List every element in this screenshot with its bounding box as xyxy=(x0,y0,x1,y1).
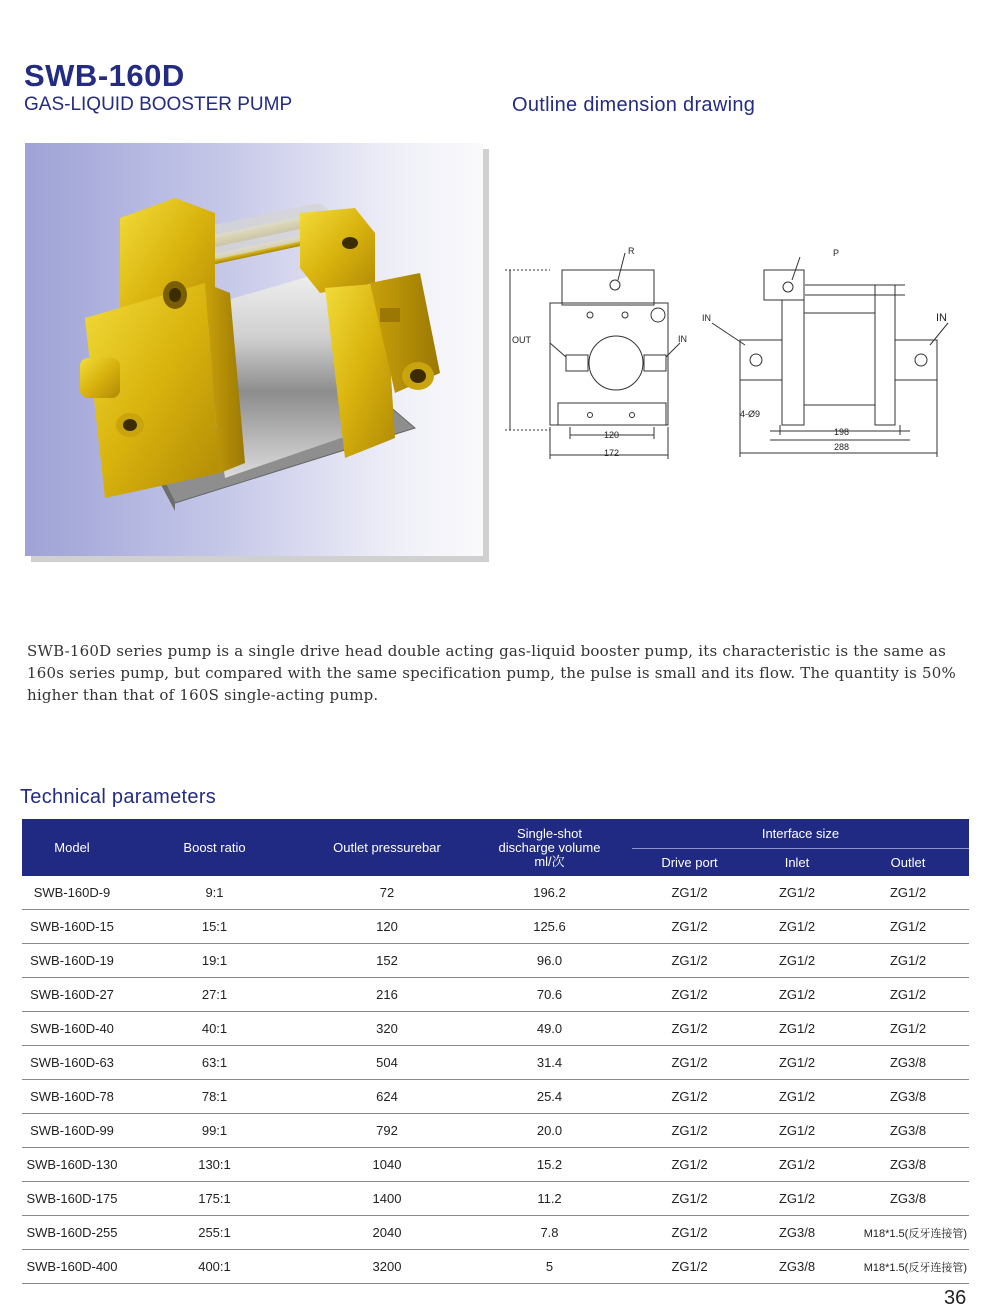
cell-outlet: ZG3/8 xyxy=(847,1182,969,1216)
cell-drive-port: ZG1/2 xyxy=(632,944,747,978)
table-row xyxy=(22,1182,969,1216)
cell-inlet: ZG1/2 xyxy=(747,1148,847,1182)
cell-inlet: ZG1/2 xyxy=(747,876,847,910)
cell-inlet: ZG1/2 xyxy=(747,978,847,1012)
cell-boost-ratio: 15:1 xyxy=(122,910,307,944)
table-row xyxy=(22,978,969,1012)
cell-inlet: ZG1/2 xyxy=(747,1114,847,1148)
cell-model: SWB-160D-400 xyxy=(22,1250,122,1284)
cell-model: SWB-160D-15 xyxy=(22,910,122,944)
label-in-front: IN xyxy=(678,334,687,344)
header-outlet-pressure: Outlet pressurebar xyxy=(307,819,467,876)
cell-model: SWB-160D-255 xyxy=(22,1216,122,1250)
cell-inlet: ZG3/8 xyxy=(747,1216,847,1250)
table-row xyxy=(22,910,969,944)
side-view xyxy=(702,248,948,457)
cell-inlet: ZG1/2 xyxy=(747,1080,847,1114)
table-row xyxy=(22,1250,969,1284)
cell-drive-port: ZG1/2 xyxy=(632,1080,747,1114)
header-discharge-line3: ml/次 xyxy=(534,853,565,869)
cell-drive-port: ZG1/2 xyxy=(632,1046,747,1080)
table-row xyxy=(22,1216,969,1250)
technical-parameters-title: Technical parameters xyxy=(20,786,217,808)
cell-boost-ratio: 255:1 xyxy=(122,1216,307,1250)
label-in-side-left: IN xyxy=(702,313,711,323)
cell-outlet: ZG3/8 xyxy=(847,1080,969,1114)
cell-discharge-volume: 196.2 xyxy=(467,876,632,910)
cell-drive-port: ZG1/2 xyxy=(632,876,747,910)
dim-198: 198 xyxy=(834,427,850,437)
cell-model: SWB-160D-99 xyxy=(22,1114,122,1148)
product-description: SWB-160D series pump is a single drive head double acting gas-liquid booster pump, its characteristic is the same as 160s series pump, but compared with the same specification pump, the pulse is small and its flow. The quantity is 50% higher than that of 160S single-acting pump. xyxy=(27,642,956,704)
cell-outlet: ZG3/8 xyxy=(847,1148,969,1182)
cell-inlet: ZG1/2 xyxy=(747,1046,847,1080)
dim-172: 172 xyxy=(604,448,620,458)
cell-outlet-pressure: 1400 xyxy=(307,1182,467,1216)
cell-outlet-pressure: 792 xyxy=(307,1114,467,1148)
cell-drive-port: ZG1/2 xyxy=(632,1250,747,1284)
cell-discharge-volume: 125.6 xyxy=(467,910,632,944)
cell-discharge-volume: 31.4 xyxy=(467,1046,632,1080)
header-outlet: Outlet xyxy=(847,849,969,877)
product-photo xyxy=(25,143,483,556)
header-drive-port: Drive port xyxy=(632,849,747,877)
cell-boost-ratio: 9:1 xyxy=(122,876,307,910)
table-row xyxy=(22,1080,969,1114)
label-r: R xyxy=(628,246,635,256)
cell-drive-port: ZG1/2 xyxy=(632,910,747,944)
table-row xyxy=(22,1148,969,1182)
header-discharge-line2: discharge volume xyxy=(498,839,601,855)
cell-model: SWB-160D-130 xyxy=(22,1148,122,1182)
table-row xyxy=(22,1046,969,1080)
header-interface-size: Interface size xyxy=(632,819,969,849)
label-out: OUT xyxy=(512,335,531,345)
cell-outlet-pressure: 320 xyxy=(307,1012,467,1046)
dim-120: 120 xyxy=(604,430,620,440)
cell-inlet: ZG1/2 xyxy=(747,1012,847,1046)
cell-outlet-pressure: 504 xyxy=(307,1046,467,1080)
cell-inlet: ZG1/2 xyxy=(747,944,847,978)
cell-outlet: ZG1/2 xyxy=(847,944,969,978)
label-p: P xyxy=(833,248,840,258)
cell-discharge-volume: 49.0 xyxy=(467,1012,632,1046)
cell-boost-ratio: 19:1 xyxy=(122,944,307,978)
cell-drive-port: ZG1/2 xyxy=(632,978,747,1012)
page-number: 36 xyxy=(944,1287,967,1309)
drawing-title: Outline dimension drawing xyxy=(512,94,756,116)
header-discharge-line1: Single-shot xyxy=(516,825,583,841)
header-model: Model xyxy=(22,819,122,876)
cell-model: SWB-160D-40 xyxy=(22,1012,122,1046)
cell-model: SWB-160D-175 xyxy=(22,1182,122,1216)
cell-discharge-volume: 15.2 xyxy=(467,1148,632,1182)
cell-outlet-pressure: 72 xyxy=(307,876,467,910)
cell-boost-ratio: 99:1 xyxy=(122,1114,307,1148)
cell-boost-ratio: 175:1 xyxy=(122,1182,307,1216)
cell-boost-ratio: 400:1 xyxy=(122,1250,307,1284)
cell-drive-port: ZG1/2 xyxy=(632,1216,747,1250)
cell-outlet: ZG3/8 xyxy=(847,1114,969,1148)
header-boost-ratio: Boost ratio xyxy=(122,819,307,876)
cell-discharge-volume: 20.0 xyxy=(467,1114,632,1148)
table-row xyxy=(22,1114,969,1148)
cell-discharge-volume: 11.2 xyxy=(467,1182,632,1216)
parameter-rows xyxy=(22,876,969,1284)
cell-outlet-pressure: 120 xyxy=(307,910,467,944)
cell-discharge-volume: 5 xyxy=(467,1250,632,1284)
table-row xyxy=(22,944,969,978)
table-row xyxy=(22,1012,969,1046)
cell-inlet: ZG1/2 xyxy=(747,910,847,944)
cell-drive-port: ZG1/2 xyxy=(632,1012,747,1046)
cell-model: SWB-160D-9 xyxy=(22,876,122,910)
cell-outlet: ZG1/2 xyxy=(847,910,969,944)
cell-boost-ratio: 27:1 xyxy=(122,978,307,1012)
cell-model: SWB-160D-27 xyxy=(22,978,122,1012)
technical-parameters-table xyxy=(22,819,969,1284)
cell-boost-ratio: 130:1 xyxy=(122,1148,307,1182)
cell-drive-port: ZG1/2 xyxy=(632,1148,747,1182)
dim-288: 288 xyxy=(834,442,850,452)
cell-outlet-pressure: 2040 xyxy=(307,1216,467,1250)
cell-drive-port: ZG1/2 xyxy=(632,1182,747,1216)
cell-outlet: ZG1/2 xyxy=(847,1012,969,1046)
cell-outlet: M18*1.5(反牙连接管) xyxy=(847,1250,969,1284)
cell-model: SWB-160D-63 xyxy=(22,1046,122,1080)
cell-inlet: ZG3/8 xyxy=(747,1250,847,1284)
cell-model: SWB-160D-19 xyxy=(22,944,122,978)
cell-discharge-volume: 96.0 xyxy=(467,944,632,978)
cell-outlet: ZG3/8 xyxy=(847,1046,969,1080)
cell-outlet-pressure: 216 xyxy=(307,978,467,1012)
pump-illustration xyxy=(25,143,483,556)
cell-boost-ratio: 78:1 xyxy=(122,1080,307,1114)
cell-outlet-pressure: 1040 xyxy=(307,1148,467,1182)
cell-outlet: M18*1.5(反牙连接管) xyxy=(847,1216,969,1250)
model-title: SWB-160D xyxy=(24,58,185,93)
table-row xyxy=(22,876,969,910)
cell-model: SWB-160D-78 xyxy=(22,1080,122,1114)
header-inlet: Inlet xyxy=(747,849,847,877)
cell-discharge-volume: 25.4 xyxy=(467,1080,632,1114)
cell-outlet: ZG1/2 xyxy=(847,876,969,910)
label-holes: 4-Ø9 xyxy=(740,409,761,419)
cell-outlet-pressure: 624 xyxy=(307,1080,467,1114)
cell-outlet: ZG1/2 xyxy=(847,978,969,1012)
label-in-side-right: IN xyxy=(936,312,947,324)
cell-outlet-pressure: 3200 xyxy=(307,1250,467,1284)
header-discharge-volume xyxy=(467,819,632,876)
cell-inlet: ZG1/2 xyxy=(747,1182,847,1216)
dimension-drawing xyxy=(500,235,960,465)
cell-discharge-volume: 70.6 xyxy=(467,978,632,1012)
cell-discharge-volume: 7.8 xyxy=(467,1216,632,1250)
cell-boost-ratio: 63:1 xyxy=(122,1046,307,1080)
cell-boost-ratio: 40:1 xyxy=(122,1012,307,1046)
cell-drive-port: ZG1/2 xyxy=(632,1114,747,1148)
cell-outlet-pressure: 152 xyxy=(307,944,467,978)
front-view xyxy=(505,246,687,459)
product-subtitle: GAS-LIQUID BOOSTER PUMP xyxy=(24,94,293,115)
